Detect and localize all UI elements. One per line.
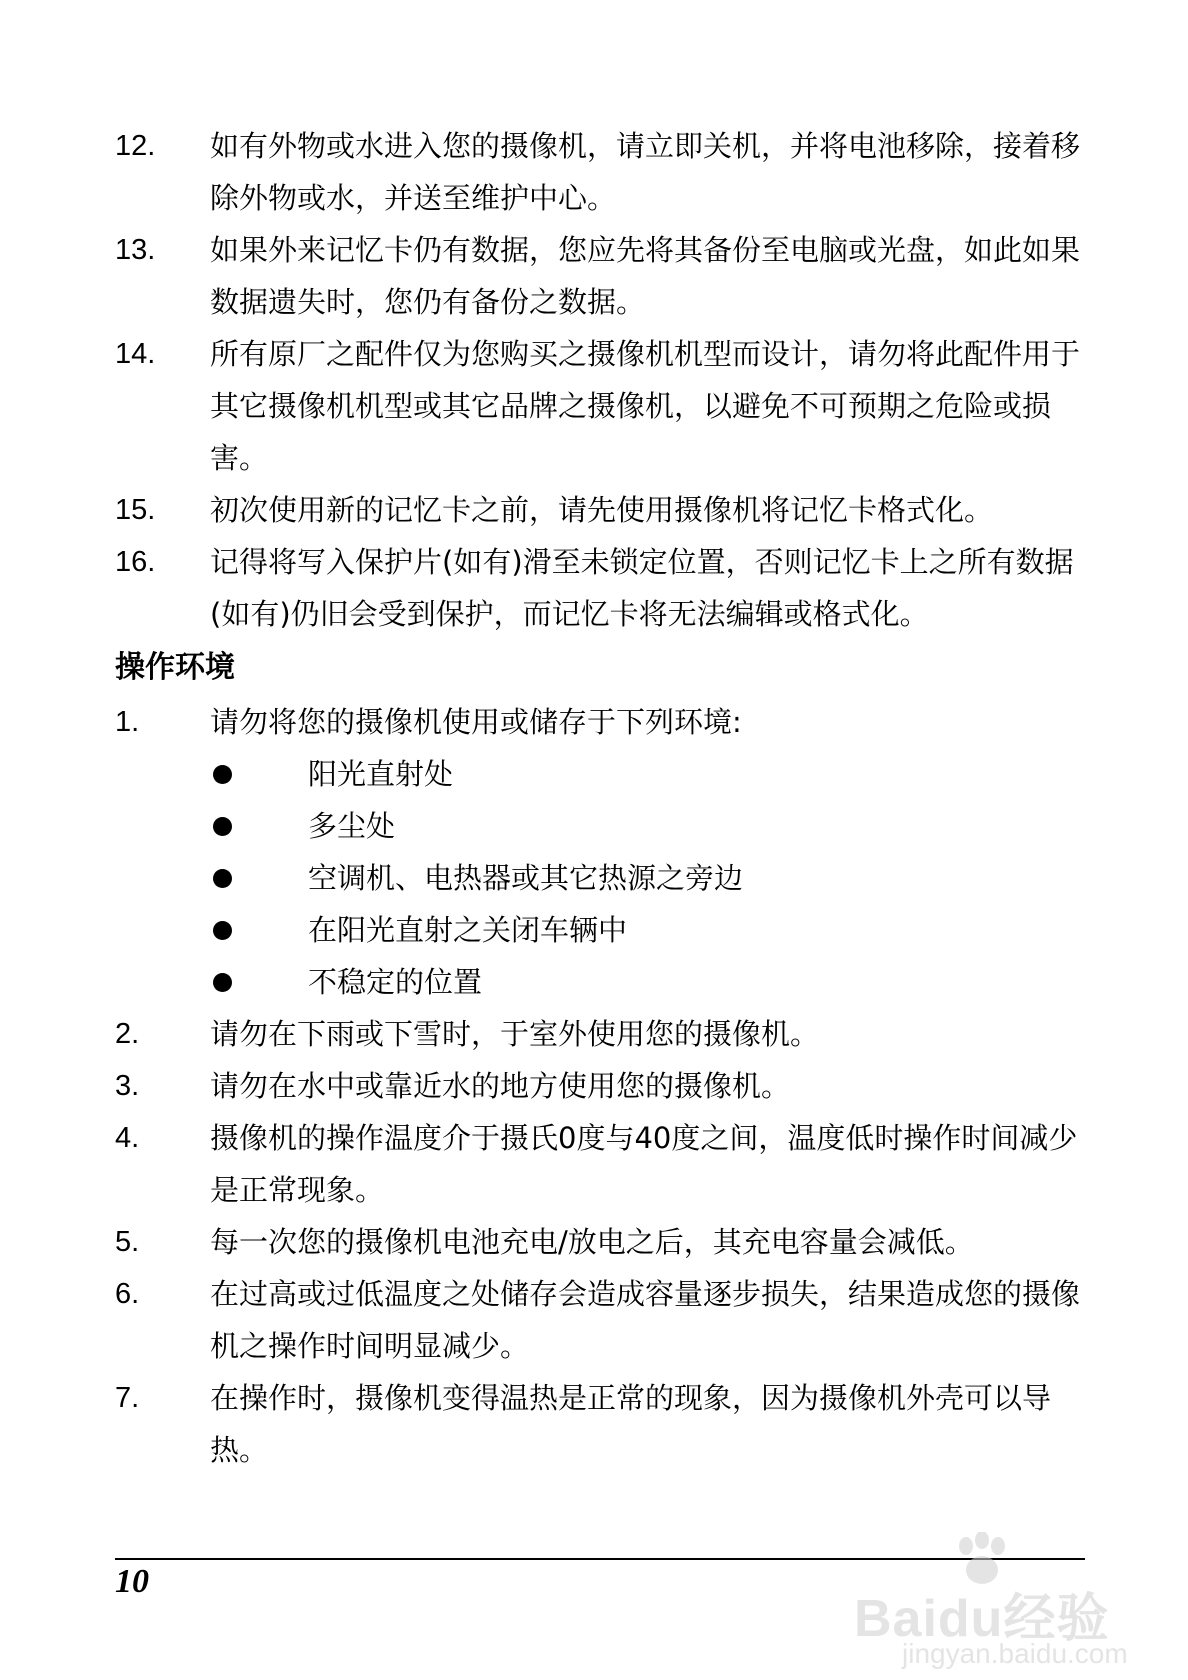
bullet-text: 阳光直射处 [308, 757, 454, 791]
item-number: 5. [115, 1226, 140, 1258]
item-number: 14. [115, 338, 156, 370]
bullet-item [115, 748, 1100, 800]
list-item-6 [115, 1268, 1100, 1372]
watermark-url: jingyan.baidu.com [902, 1638, 1128, 1669]
list-item-4 [115, 1112, 1100, 1216]
item-text: 在操作时，摄像机变得温热是正常的现象，因为摄像机外壳可以导热。 [210, 1381, 1052, 1467]
bullet-dot-icon [213, 869, 232, 888]
item-text: 每一次您的摄像机电池充电/放电之后，其充电容量会减低。 [210, 1225, 974, 1259]
bullet-dot-icon [213, 973, 232, 992]
item-text: 所有原厂之配件仅为您购买之摄像机机型而设计，请勿将此配件用于其它摄像机机型或其它品牌之摄像机，以避免不可预期之危险或损害。 [210, 337, 1081, 475]
item-number: 16. [115, 546, 156, 578]
item-number: 15. [115, 494, 156, 526]
bullet-item [115, 904, 1100, 956]
item-text: 如果外来记忆卡仍有数据，您应先将其备份至电脑或光盘，如此如果数据遗失时，您仍有备份之数据。 [210, 233, 1081, 319]
item-text: 在过高或过低温度之处储存会造成容量逐步损失，结果造成您的摄像机之操作时间明显减少。 [210, 1277, 1081, 1363]
bullet-item [115, 956, 1100, 1008]
item-text: 如有外物或水进入您的摄像机，请立即关机，并将电池移除，接着移除外物或水，并送至维护中心。 [210, 129, 1081, 215]
item-number: 1. [115, 706, 140, 738]
list-item-7 [115, 1372, 1100, 1476]
item-number: 2. [115, 1018, 140, 1050]
list-item-2 [115, 1008, 1100, 1060]
list-item-3 [115, 1060, 1100, 1112]
list-item-5 [115, 1216, 1100, 1268]
item-number: 6. [115, 1278, 140, 1310]
item-text: 请勿在下雨或下雪时，于室外使用您的摄像机。 [210, 1017, 820, 1051]
section-heading: 操作环境 [115, 650, 235, 685]
list-item-12 [115, 120, 1100, 224]
item-number: 4. [115, 1122, 140, 1154]
list-item-15 [115, 484, 1100, 536]
list-item-13 [115, 224, 1100, 328]
item-number: 7. [115, 1382, 140, 1414]
bullet-item [115, 800, 1100, 852]
list-item-14 [115, 328, 1100, 484]
list-item-1 [115, 696, 1100, 748]
item-text: 请勿将您的摄像机使用或储存于下列环境: [210, 705, 742, 739]
baidu-watermark [832, 1530, 1128, 1670]
bullet-text: 在阳光直射之关闭车辆中 [308, 913, 628, 947]
bullet-text: 多尘处 [308, 809, 396, 843]
item-text: 请勿在水中或靠近水的地方使用您的摄像机。 [210, 1069, 791, 1103]
watermark-logo: Baidu经验 [854, 1590, 1110, 1648]
bullet-item [115, 852, 1100, 904]
page-number: 10 [115, 1563, 149, 1600]
item-number: 3. [115, 1070, 140, 1102]
bullet-text: 空调机、电热器或其它热源之旁边 [308, 861, 744, 895]
item-number: 12. [115, 130, 156, 162]
list-item-16 [115, 536, 1100, 640]
page-content [115, 120, 1100, 1476]
item-number: 13. [115, 234, 156, 266]
bullet-dot-icon [213, 921, 232, 940]
bullet-dot-icon [213, 765, 232, 784]
bullet-dot-icon [213, 817, 232, 836]
item-text: 摄像机的操作温度介于摄氏0度与40度之间，温度低时操作时间减少是正常现象。 [210, 1121, 1078, 1207]
bullet-text: 不稳定的位置 [308, 965, 483, 999]
item-text: 记得将写入保护片(如有)滑至未锁定位置，否则记忆卡上之所有数据(如有)仍旧会受到保护，而记忆卡将无法编辑或格式化。 [210, 545, 1074, 631]
item-text: 初次使用新的记忆卡之前，请先使用摄像机将记忆卡格式化。 [210, 493, 994, 527]
